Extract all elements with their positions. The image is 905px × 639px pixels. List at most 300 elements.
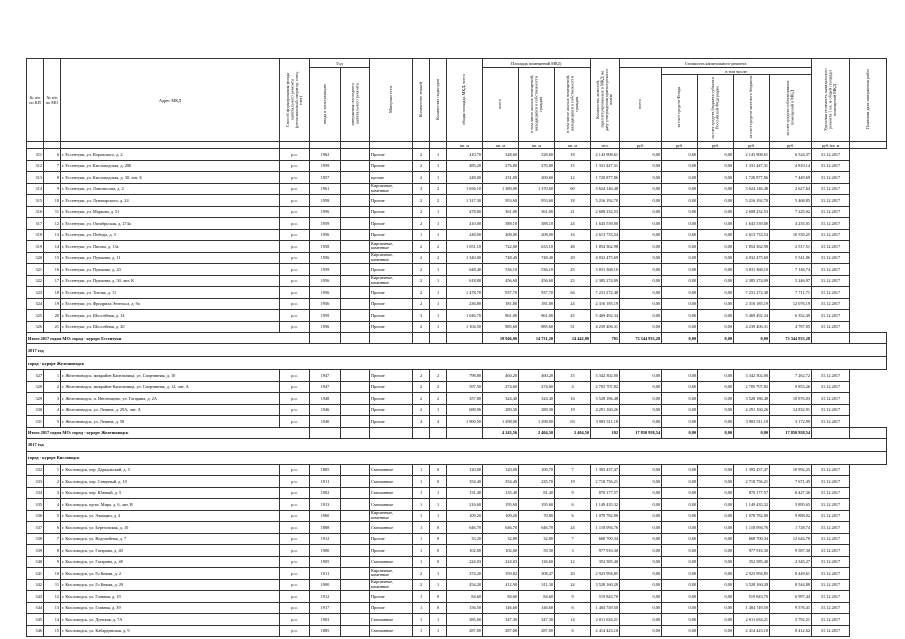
table-cell: р.о. xyxy=(280,241,310,253)
total-cell xyxy=(413,427,430,438)
table-row xyxy=(27,579,887,591)
total-cell xyxy=(812,427,850,438)
table-cell: 345 xyxy=(27,614,44,626)
table-cell: 0,00 xyxy=(620,464,662,476)
table-cell: 6 352,49 xyxy=(770,310,812,322)
table-cell xyxy=(341,275,370,287)
table-cell: 1956 xyxy=(310,252,341,264)
table-cell: 5 xyxy=(44,416,61,428)
table-cell: 2 xyxy=(413,381,430,393)
total-cell xyxy=(430,427,447,438)
table-cell: 31.12.2017 xyxy=(812,381,850,393)
table-cell: 4 239 406,31 xyxy=(734,321,770,333)
table-cell: 2 923 994,85 xyxy=(591,568,620,580)
table-cell: 0,00 xyxy=(698,404,734,416)
table-cell xyxy=(341,252,370,264)
table-cell: 338 xyxy=(27,533,44,545)
col-prem-living: в том числе жилых помещений, находящихся в собственности граждан xyxy=(519,68,555,142)
table-cell: р.о. xyxy=(280,487,310,499)
table-cell: 274,60 xyxy=(483,381,519,393)
table-cell: 0,00 xyxy=(662,533,698,545)
table-cell: 21 xyxy=(44,321,61,333)
table-cell: Смешанные xyxy=(370,614,413,626)
table-cell: 1 xyxy=(430,499,447,511)
table-cell: г. Ессентуки, ул. Пушкина, д. 43 xyxy=(61,264,280,276)
table-cell: 31.12.2017 xyxy=(812,160,850,172)
total-cell xyxy=(447,333,483,344)
table-cell: г. Кисловодск, ул. Гагарина, д. 48 xyxy=(61,556,280,568)
table-cell: 2 345,27 xyxy=(770,556,812,568)
unit-cell xyxy=(61,142,280,149)
col-year-group: Год xyxy=(310,59,370,68)
table-cell: 334 xyxy=(27,487,44,499)
table-cell: 0,00 xyxy=(620,381,662,393)
table-cell: 0 xyxy=(430,464,447,476)
table-cell: 14 xyxy=(555,614,591,626)
table-cell: г. Ессентуки, ул. Пушкина, д. 50, лит. К xyxy=(61,275,280,287)
table-cell: Смешанные xyxy=(370,464,413,476)
table-cell: р.о. xyxy=(280,625,310,637)
table-cell xyxy=(341,614,370,626)
table-cell: 0,00 xyxy=(698,533,734,545)
table-cell: 31.12.2017 xyxy=(812,149,850,161)
table-cell: 2 xyxy=(430,183,447,195)
table-cell: 460,20 xyxy=(483,370,519,382)
table-cell: 31.12.2017 xyxy=(812,556,850,568)
table-cell: 953,60 xyxy=(483,195,519,207)
table-cell: 0,00 xyxy=(662,241,698,253)
table-cell: Кирпичные, каменные xyxy=(370,241,413,253)
table-row xyxy=(27,370,887,382)
table-cell: 9 888,02 xyxy=(770,510,812,522)
table-cell: 7 449,69 xyxy=(770,172,812,184)
table-cell: 5 469 492,34 xyxy=(591,310,620,322)
table-cell: 1 xyxy=(430,149,447,161)
total-cell: 102 xyxy=(591,427,620,438)
table-cell: г. Кисловодск, пер. Дарьяльский, д. 5 xyxy=(61,464,280,476)
table-cell: 31.12.2017 xyxy=(812,510,850,522)
table-cell: 0,00 xyxy=(698,487,734,499)
table-cell: 33,20 xyxy=(447,533,483,545)
table-cell: р.о. xyxy=(280,381,310,393)
table-cell: г. Кисловодск, ул. Березовская, д. 10 xyxy=(61,522,280,534)
table-cell xyxy=(341,404,370,416)
table-cell: 2 xyxy=(413,298,430,310)
table-cell: Смешанные xyxy=(370,522,413,534)
total-cell xyxy=(413,333,430,344)
table-cell: 59,30 xyxy=(519,545,555,557)
unit-cell: руб. xyxy=(620,142,662,149)
table-cell: 0,00 xyxy=(662,568,698,580)
table-cell: 0,00 xyxy=(620,298,662,310)
table-cell: 332 xyxy=(27,464,44,476)
table-cell: 0,00 xyxy=(662,510,698,522)
table-cell: 29 xyxy=(555,252,591,264)
table-cell: р.о. xyxy=(280,476,310,488)
table-cell: 9 576,41 xyxy=(770,602,812,614)
table-cell: 7 262,72 xyxy=(770,370,812,382)
table-cell: 31.12.2017 xyxy=(812,533,850,545)
table-cell: 1 854 362,98 xyxy=(591,241,620,253)
table-cell: 109,20 xyxy=(483,510,519,522)
table-cell: р.о. xyxy=(280,591,310,603)
table-cell: 10 876,03 xyxy=(770,393,812,405)
table-cell: 7 xyxy=(555,464,591,476)
table-cell: 2 xyxy=(413,172,430,184)
table-cell xyxy=(341,381,370,393)
table-cell: 1958 xyxy=(310,195,341,207)
table-cell: 1 478,70 xyxy=(447,287,483,299)
table-cell: 16 xyxy=(44,264,61,276)
unit-cell: кв. м xyxy=(519,142,555,149)
table-cell: 0,00 xyxy=(620,206,662,218)
table-cell xyxy=(341,487,370,499)
table-cell: Прочие xyxy=(370,310,413,322)
table-cell: 0,00 xyxy=(662,602,698,614)
table-cell: 5 468,85 xyxy=(770,195,812,207)
table-cell: 195,60 xyxy=(519,499,555,511)
table-cell: 10 xyxy=(44,568,61,580)
unit-cell xyxy=(850,142,887,149)
table-cell: 0,00 xyxy=(620,510,662,522)
col-address: Адрес МКД xyxy=(61,59,280,142)
table-cell: 318 xyxy=(27,229,44,241)
table-cell: 24 xyxy=(555,579,591,591)
table-cell: 0,00 xyxy=(620,195,662,207)
table-row xyxy=(27,416,887,428)
unit-cell: чел. xyxy=(591,142,620,149)
table-cell: 276,80 xyxy=(519,160,555,172)
table-cell: Прочие xyxy=(370,533,413,545)
table-cell: 0,00 xyxy=(698,149,734,161)
table-cell: 1 xyxy=(430,206,447,218)
table-cell: Прочие xyxy=(370,229,413,241)
table-cell: Смешанные xyxy=(370,487,413,499)
table-cell: Прочие xyxy=(370,206,413,218)
table-cell: 31.12.2017 xyxy=(812,404,850,416)
table-cell: 7 231 272,48 xyxy=(591,287,620,299)
unit-cell: кв. м xyxy=(447,142,483,149)
table-cell: 342 xyxy=(27,579,44,591)
table-cell: 977 916,30 xyxy=(591,545,620,557)
table-row xyxy=(27,298,887,310)
table-cell: 2 xyxy=(413,206,430,218)
table-cell: 287,00 xyxy=(447,625,483,637)
table-cell xyxy=(341,310,370,322)
table-cell: 1912 xyxy=(310,533,341,545)
table-cell: 2 385 274,09 xyxy=(734,275,770,287)
table-cell: 156,50 xyxy=(447,602,483,614)
table-cell: Прочие xyxy=(370,602,413,614)
table-cell: 131,40 xyxy=(447,487,483,499)
unit-cell xyxy=(341,142,370,149)
table-cell: 0,00 xyxy=(662,522,698,534)
table-cell: 2 xyxy=(413,218,430,230)
table-row xyxy=(27,206,887,218)
table-cell: 324 xyxy=(27,298,44,310)
table-cell: г. Ессентуки, ул. Луначарского, д. 24 xyxy=(61,195,280,207)
table-cell: 16 xyxy=(555,229,591,241)
table-cell: 1957 xyxy=(310,172,341,184)
table-cell: 1956 xyxy=(310,229,341,241)
col-cost-group: Стоимость капитального ремонта xyxy=(620,59,812,68)
table-cell: Прочие xyxy=(370,195,413,207)
table-cell: 14 xyxy=(44,614,61,626)
table-cell: 519 843,70 xyxy=(734,591,770,603)
total-cell xyxy=(370,427,413,438)
unit-cell: руб. xyxy=(698,142,734,149)
table-cell: г. Железноводск, микрайон Капельница, ул. Спортивная, д. 10 xyxy=(61,370,280,382)
table-cell: 1946 xyxy=(310,404,341,416)
table-cell: 352 585,40 xyxy=(591,556,620,568)
table-cell: 359,82 xyxy=(483,568,519,580)
table-cell: 0,00 xyxy=(662,393,698,405)
table-cell: 1900 xyxy=(310,579,341,591)
table-cell: 1 317,30 xyxy=(447,195,483,207)
table-cell: 1 xyxy=(413,591,430,603)
table-cell xyxy=(341,241,370,253)
table-cell: 870 177,57 xyxy=(734,487,770,499)
table-cell xyxy=(341,476,370,488)
table-cell: 6 997,44 xyxy=(770,591,812,603)
table-cell: 0,00 xyxy=(698,195,734,207)
table-cell: 1 xyxy=(430,275,447,287)
table-cell: 1 720 877,86 xyxy=(591,172,620,184)
table-cell: р.о. xyxy=(280,579,310,591)
table-cell: 1959 xyxy=(310,264,341,276)
table-cell: 0,00 xyxy=(698,321,734,333)
total-cell: 701 xyxy=(591,333,620,344)
total-cell: 2 404,50 xyxy=(519,427,555,438)
table-cell: 324,40 xyxy=(519,393,555,405)
table-cell: 3 xyxy=(44,393,61,405)
table-cell: 10 539,25 xyxy=(770,229,812,241)
table-cell: 339 xyxy=(27,545,44,557)
group-heading: 2017 год xyxy=(27,344,887,357)
table-cell: р.о. xyxy=(280,522,310,534)
table-cell: 748,40 xyxy=(483,252,519,264)
table-cell xyxy=(341,183,370,195)
table-cell: 688,96 xyxy=(447,404,483,416)
table-cell: 208,00 xyxy=(519,229,555,241)
table-cell: р.о. xyxy=(280,195,310,207)
table-cell: 1 xyxy=(413,556,430,568)
table-cell: 2 xyxy=(413,160,430,172)
table-row xyxy=(27,252,887,264)
table-cell: 1 xyxy=(430,625,447,637)
table-cell: 0,00 xyxy=(698,275,734,287)
table-cell: 31.12.2017 xyxy=(812,579,850,591)
table-cell: 8 544,88 xyxy=(770,579,812,591)
table-cell: р.о. xyxy=(280,393,310,405)
table-cell: 1 331 447,31 xyxy=(591,160,620,172)
table-cell: 2 xyxy=(413,195,430,207)
table-cell: 64 xyxy=(555,287,591,299)
table-cell: 937,70 xyxy=(483,287,519,299)
table-cell: 1912 xyxy=(310,591,341,603)
col-num-mo: № п/п по МО xyxy=(44,59,61,142)
table-cell: 1902 xyxy=(310,487,341,499)
table-cell xyxy=(341,499,370,511)
table-cell: 1 xyxy=(413,522,430,534)
total-cell: 73 344 933,28 xyxy=(770,333,812,344)
group-heading-row xyxy=(27,451,887,464)
table-cell: 1959 xyxy=(310,310,341,322)
table-cell: г. Ессентуки, ул. Победы, д. 3 xyxy=(61,229,280,241)
group-heading: город - курорт Кисловодск xyxy=(27,451,887,464)
table-cell: 646,70 xyxy=(447,522,483,534)
table-cell: 0,00 xyxy=(698,241,734,253)
table-row xyxy=(27,218,887,230)
table-cell: 2 143 908,61 xyxy=(734,149,770,161)
table-cell: 354,40 xyxy=(483,476,519,488)
table-row xyxy=(27,321,887,333)
table-row xyxy=(27,287,887,299)
table-cell xyxy=(341,602,370,614)
table-cell: 120,00 xyxy=(483,464,519,476)
table-cell: 12 xyxy=(44,218,61,230)
table-cell xyxy=(341,172,370,184)
table-cell: 2 xyxy=(413,393,430,405)
table-cell: 8 xyxy=(44,545,61,557)
col-year-repair: завершения последнего капитального ремонта xyxy=(341,68,370,142)
table-row xyxy=(27,149,887,161)
table-cell: 2 xyxy=(413,287,430,299)
table-cell: Прочие xyxy=(370,298,413,310)
table-cell: 311,30 xyxy=(519,579,555,591)
table-cell: 1885 xyxy=(310,625,341,637)
table-cell: г. Кисловодск, пер. Северный, д. 10 xyxy=(61,476,280,488)
table-cell: 13 xyxy=(44,229,61,241)
table-cell: 0 xyxy=(430,591,447,603)
total-cell: 19 946,00 xyxy=(483,333,519,344)
table-cell: 31.12.2017 xyxy=(812,321,850,333)
total-cell: 0,00 xyxy=(698,333,734,344)
table-cell: 335 xyxy=(27,499,44,511)
unit-cell: кв. м xyxy=(483,142,519,149)
table-cell xyxy=(341,533,370,545)
table-cell: 14 832,91 xyxy=(770,404,812,416)
table-cell: 12 644,78 xyxy=(770,533,812,545)
table-cell: 1 xyxy=(413,229,430,241)
table-cell: 1 xyxy=(430,264,447,276)
table-cell: р.о. xyxy=(280,287,310,299)
table-cell: 19 xyxy=(44,298,61,310)
units-row xyxy=(27,142,887,149)
table-cell: 1 118 094,76 xyxy=(591,522,620,534)
table-cell: 0,00 xyxy=(620,591,662,603)
table-cell xyxy=(341,160,370,172)
table-cell: 17 xyxy=(44,275,61,287)
table-cell: г. Ессентуки, ул. Маркова, д. 51 xyxy=(61,206,280,218)
table-cell: 0,00 xyxy=(620,556,662,568)
table-cell: 478,00 xyxy=(447,206,483,218)
table-cell: г. Кисловодск, ул. Го Кеями, д. 29 xyxy=(61,579,280,591)
table-cell: 2 385 274,09 xyxy=(591,275,620,287)
table-cell: 3 xyxy=(44,487,61,499)
table-cell: 861,00 xyxy=(483,310,519,322)
table-cell xyxy=(341,298,370,310)
table-cell: 19 xyxy=(555,476,591,488)
table-cell: 0,00 xyxy=(698,381,734,393)
table-cell: 31.12.2017 xyxy=(812,195,850,207)
table-cell: 31.12.2017 xyxy=(812,241,850,253)
table-cell: 12 xyxy=(44,591,61,603)
col-owners: за счет средств собственников помещений в МКД xyxy=(770,75,812,142)
table-cell: 2 xyxy=(430,393,447,405)
table-cell: г. Кисловодск, ул. Авиации, д. 4 xyxy=(61,510,280,522)
table-cell: р.о. xyxy=(280,183,310,195)
table-cell: 0,00 xyxy=(662,218,698,230)
table-cell: 0,00 xyxy=(698,625,734,637)
table-cell: 1 395 437,47 xyxy=(734,464,770,476)
table-row xyxy=(27,241,887,253)
total-cell: 17 850 958,54 xyxy=(620,427,662,438)
table-cell: 0,00 xyxy=(620,393,662,405)
table-cell: 485,20 xyxy=(447,160,483,172)
table-cell: г. Железноводск, ул. Ленина, д. 29А, лит. А xyxy=(61,404,280,416)
table-cell: 326 xyxy=(27,321,44,333)
table-cell: 0,00 xyxy=(620,487,662,499)
table-cell: р.о. xyxy=(280,568,310,580)
table-cell: 1959 xyxy=(310,218,341,230)
total-cell: 0,00 xyxy=(734,333,770,344)
table-cell: 102,00 xyxy=(483,545,519,557)
table-cell: 287,00 xyxy=(483,625,519,637)
col-specific-cost: Удельная стоимость капитального ремонта 1 кв. м общей площади помещений МКД xyxy=(812,59,850,142)
table-cell xyxy=(341,510,370,522)
table-cell: 536,10 xyxy=(483,264,519,276)
table-cell: 344 xyxy=(27,602,44,614)
table-cell: 51 xyxy=(555,321,591,333)
table-cell: 0,00 xyxy=(620,404,662,416)
table-cell: 2 xyxy=(413,370,430,382)
table-cell: 0 xyxy=(430,556,447,568)
table-cell: 8 412,62 xyxy=(770,625,812,637)
table-cell: 316 xyxy=(27,206,44,218)
table-cell: 0,00 xyxy=(698,568,734,580)
table-cell xyxy=(341,579,370,591)
table-cell: 25 xyxy=(555,264,591,276)
col-cost-total: всего xyxy=(620,68,662,142)
table-cell: 0,00 xyxy=(620,579,662,591)
table-cell: г. Ессентуки, ул. Шоссейная, д. 14 xyxy=(61,310,280,322)
table-cell: 2 xyxy=(430,370,447,382)
table-cell: 31.12.2017 xyxy=(812,229,850,241)
table-cell: 0,00 xyxy=(662,476,698,488)
table-cell: 1913 xyxy=(310,499,341,511)
table-row xyxy=(27,545,887,557)
unit-cell xyxy=(280,142,310,149)
table-cell: 1 xyxy=(413,499,430,511)
table-cell: 410,00 xyxy=(447,218,483,230)
table-cell: 48 xyxy=(555,241,591,253)
table-cell: 102,00 xyxy=(447,545,483,557)
table-cell: 347,30 xyxy=(519,614,555,626)
table-cell: 346 xyxy=(27,625,44,637)
table-cell: г. Кисловодск, ул. Кабардинская, д. 9 xyxy=(61,625,280,637)
table-cell: 0,00 xyxy=(620,614,662,626)
unit-cell xyxy=(27,142,44,149)
table-row xyxy=(27,568,887,580)
table-cell: 0,00 xyxy=(620,602,662,614)
table-cell: р.о. xyxy=(280,321,310,333)
unit-cell: руб./кв. м xyxy=(812,142,850,149)
table-row xyxy=(27,556,887,568)
table-cell: 3 528 160,28 xyxy=(591,579,620,591)
table-cell: р.о. xyxy=(280,510,310,522)
table-cell: 4 787,05 xyxy=(770,321,812,333)
